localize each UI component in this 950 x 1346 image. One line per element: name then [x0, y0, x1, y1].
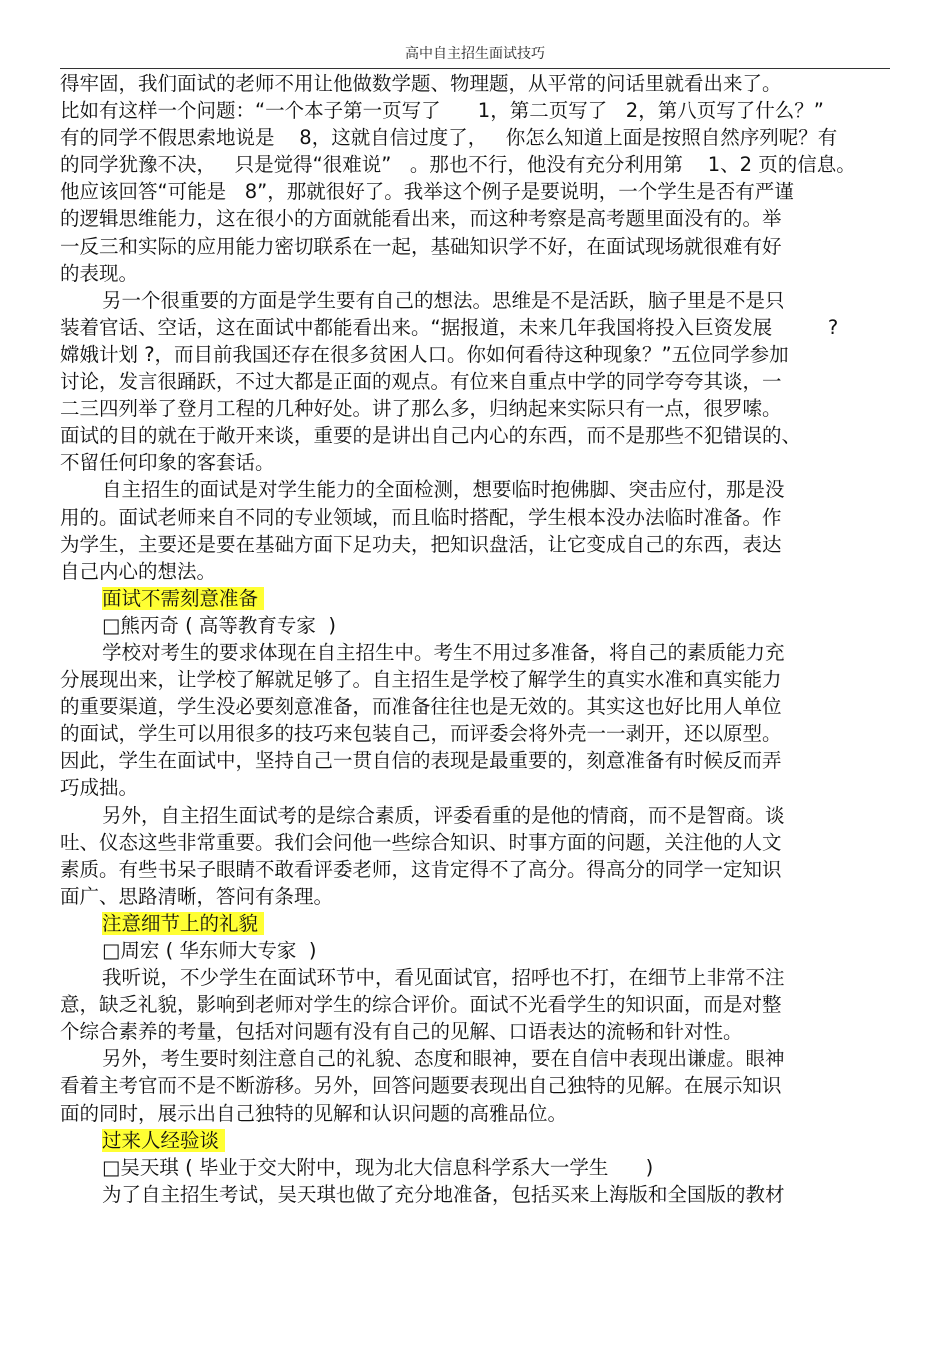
paragraph-first-line: 学校对考生的要求体现在自主招生中。考生不用过多准备，将自己的素质能力充: [102, 640, 785, 664]
text-line: 的表现。: [60, 261, 139, 285]
section-heading-line: [60, 910, 892, 937]
text-line: 用的。面试老师来自不同的专业领域，而且临时搭配，学生根本没办法临时准备。作: [60, 505, 782, 529]
text-line: 讨论，发言很踊跃，不过大都是正面的观点。有位来自重点中学的同学夸夸其谈，一: [60, 370, 782, 394]
text-line: 得牢固，我们面试的老师不用让他做数学题、物理题，从平常的问话里就看出来了。: [60, 72, 782, 95]
author-line: □熊丙奇 ( 高等教育专家 ): [102, 613, 336, 637]
text-line: 分展现出来，让学校了解就足够了。自主招生是学校了解学生的真实水准和真实能力: [60, 668, 782, 692]
paragraph-first-line: 自主招生的面试是对学生能力的全面检测，想要临时抱佛脚、突击应付，那是没: [102, 478, 785, 502]
text-line: 比如有这样一个问题：“一个本子第一页写了 1，第二页写了 2，第八页写了什么？”: [60, 99, 824, 123]
text-line: 嫦娥计划 ?，而目前我国还存在很多贫困人口。你如何看待这种现象？”五位同学参加: [60, 342, 789, 366]
page-header: [60, 44, 890, 69]
text-line: 面的同时，展示出自己独特的见解和认识问题的高雅品位。: [60, 1101, 568, 1125]
text-line: 个综合素养的考量，包括对问题有没有自己的见解、口语表达的流畅和针对性。: [60, 1020, 743, 1044]
text-line: 巧成拙。: [60, 776, 139, 800]
text-line: 的重要渠道，学生没必要刻意准备，而准备往往也是无效的。其实这也好比用人单位: [60, 695, 782, 719]
text-line: 一反三和实际的应用能力密切联系在一起，基础知识学不好，在面试现场就很难有好: [60, 234, 782, 258]
section-heading: 面试不需刻意准备: [102, 587, 264, 610]
text-line: 他应该回答“可能是 8”，那就很好了。我举这个例子是要说明，一个学生是否有严谨: [60, 180, 794, 204]
section-heading: 注意细节上的礼貌: [102, 912, 264, 935]
text-line: 意，缺乏礼貌，影响到老师对学生的综合评价。面试不光看学生的知识面，而是对整: [60, 993, 782, 1017]
page-header-title: 高中自主招生面试技巧: [405, 46, 545, 62]
paragraph-first-line: 另外，自主招生面试考的是综合素质，评委看重的是他的情商，而不是智商。谈: [102, 803, 785, 827]
text-line: 不留任何印象的客套话。: [60, 451, 275, 475]
section-heading-line: [60, 1127, 892, 1154]
text-line: 面广、思路清晰，答问有条理。: [60, 884, 334, 908]
text-line: 自己内心的想法。: [60, 559, 217, 583]
paragraph-first-line: 另外，考生要时刻注意自己的礼貌、态度和眼神，要在自信中表现出谦虚。眼神: [102, 1047, 785, 1071]
document-body: [60, 70, 892, 1208]
text-line: 的逻辑思维能力，这在很小的方面就能看出来，而这种考察是高考题里面没有的。举: [60, 207, 782, 231]
text-line: 的面试，学生可以用很多的技巧来包装自己，而评委会将外壳一一剥开，还以原型。: [60, 722, 782, 746]
text-line: 的同学犹豫不决， 只是觉得“很难说” 。那也不行，他没有充分利用第 1、2 页的信息。: [60, 153, 856, 177]
paragraph-first-line: 为了自主招生考试，吴天琪也做了充分地准备，包括买来上海版和全国版的教材: [102, 1182, 785, 1206]
section-heading: 过来人经验谈: [102, 1129, 225, 1152]
text-line: 为学生，主要还是要在基础方面下足功夫，把知识盘活，让它变成自己的东西，表达: [60, 532, 782, 556]
paragraph-first-line: 我听说，不少学生在面试环节中，看见面试官，招呼也不打，在细节上非常不注: [102, 966, 785, 990]
text-line: 看着主考官而不是不断游移。另外，回答问题要表现出自己独特的见解。在展示知识: [60, 1074, 782, 1098]
author-line: □周宏 ( 华东师大专家 ): [102, 939, 317, 962]
author-line: □吴天琪 ( 毕业于交大附中，现为北大信息科学系大一学生 ): [102, 1155, 654, 1179]
section-heading-line: [60, 585, 892, 612]
text-line: 有的同学不假思索地说是 8，这就自信过度了， 你怎么知道上面是按照自然序列呢？有: [60, 126, 838, 150]
text-line: 因此，学生在面试中，坚持自己一贯自信的表现是最重要的，刻意准备有时候反而弄: [60, 749, 782, 773]
paragraph-first-line: 另一个很重要的方面是学生要有自己的想法。思维是不是活跃，脑子里是不是只: [102, 288, 785, 312]
text-line: 面试的目的就在于敞开来谈，重要的是讲出自己内心的东西，而不是那些不犯错误的、: [60, 424, 802, 448]
text-line: 吐、仪态这些非常重要。我们会问他一些综合知识、时事方面的问题，关注他的人文: [60, 830, 782, 854]
text-line: 装着官话、空话，这在面试中都能看出来。“据报道，未来几年我国将投入巨资发展 ?: [60, 315, 839, 339]
text-line: 二三四列举了登月工程的几种好处。讲了那么多，归纳起来实际只有一点，很罗嗦。: [60, 397, 782, 421]
text-line: 素质。有些书呆子眼睛不敢看评委老师，这肯定得不了高分。得高分的同学一定知识: [60, 857, 782, 881]
